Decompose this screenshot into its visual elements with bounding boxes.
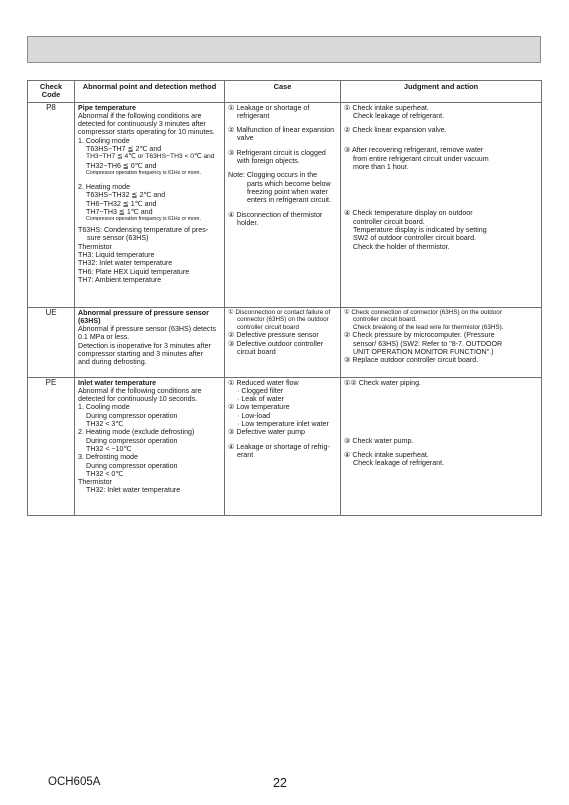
abnormal-title: (63HS) xyxy=(78,316,101,325)
text-line: · Low-load xyxy=(237,411,271,420)
abnormal-title: Abnormal pressure of pressure sensor xyxy=(78,308,209,317)
text-line: ④ Check intake superheat. xyxy=(344,451,429,460)
text-line: · Clogged filter xyxy=(237,386,284,395)
text-line: detected for continuously 3 minutes after xyxy=(78,120,206,129)
text-line: refrigerant xyxy=(237,111,270,120)
text-line: ② Low temperature xyxy=(228,403,290,412)
judgment-p8 xyxy=(341,102,542,307)
abnormal-ue xyxy=(75,307,225,377)
text-line: Detection is inoperative for 3 minutes after xyxy=(78,341,211,350)
text-line: compressor starting and 3 minutes after xyxy=(78,350,203,359)
header-banner xyxy=(27,36,541,63)
page-number: 22 xyxy=(273,776,287,790)
text-line: ① Check intake superheat. xyxy=(344,103,429,112)
text-line: Abnormal if the following conditions are xyxy=(78,111,202,120)
text-line: connector (63HS) on the outdoor xyxy=(237,316,329,324)
header-case: Case xyxy=(225,81,341,103)
text-line: ② Defective pressure sensor xyxy=(228,331,319,340)
text-line: TH32: Inlet water temperature xyxy=(78,259,173,268)
table-row-p8 xyxy=(28,102,542,307)
text-line: 0.1 MPa or less. xyxy=(78,333,130,342)
text-line: circuit board xyxy=(237,347,276,356)
text-line: ② Check pressure by microcomputer. (Pressure xyxy=(344,331,495,340)
text-line: ③ Refrigerant circuit is clogged xyxy=(228,148,326,157)
case-ue xyxy=(225,307,341,377)
text-line: ④ Check temperature display on outdoor xyxy=(344,209,473,218)
text-line: TH6: Plate HEX Liquid temperature xyxy=(78,267,190,276)
text-line: enters in refrigerant circuit. xyxy=(247,196,331,205)
text-line: Check the holder of thermistor. xyxy=(353,242,450,251)
abnormal-p8 xyxy=(75,102,225,307)
text-line: TH32: Inlet water temperature xyxy=(86,486,181,495)
text-line: TH32 < 0℃ xyxy=(86,469,124,478)
text-line: ③ Replace outdoor controller circuit board. xyxy=(344,356,479,365)
text-line: erant xyxy=(237,450,254,459)
text-line: During compressor operation xyxy=(86,411,178,420)
text-line: 3. Defrosting mode xyxy=(78,453,138,462)
text-line: ④ Leakage or shortage of refrig- xyxy=(228,442,330,451)
text-line: from entire refrigerant circuit under vacuum xyxy=(353,154,489,163)
text-line: T63HS: Condensing temperature of pres- xyxy=(78,226,209,235)
text-line: Thermistor xyxy=(78,242,112,251)
text-line: · Leak of water xyxy=(237,395,284,404)
table-header-row xyxy=(28,81,542,103)
case-pe xyxy=(225,377,341,515)
text-line: During compressor operation xyxy=(86,436,178,445)
text-line: parts which become below xyxy=(247,179,331,188)
check-code-ue: UE xyxy=(28,307,75,377)
text-line: Compressor operation frequency is 61Hz or more. xyxy=(86,216,201,223)
text-line: TH32 < −10℃ xyxy=(86,444,132,453)
text-line: Thermistor xyxy=(78,478,112,487)
text-line: ①② Check water piping. xyxy=(344,378,421,387)
abnormal-title: Pipe temperature xyxy=(78,103,136,112)
text-line: T63HS−TH7 ≦ 2℃ and xyxy=(86,145,162,154)
text-line: more than 1 hour. xyxy=(353,163,409,172)
text-line: compressor starts operating for 10 minutes. xyxy=(78,128,215,137)
text-line: ③ After recovering refrigerant, remove water xyxy=(344,146,484,155)
text-line: ② Malfunction of linear expansion xyxy=(228,126,335,135)
text-line: T63HS−TH32 ≦ 2℃ and xyxy=(86,191,166,200)
text-line: Temperature display is indicated by setting xyxy=(353,225,487,234)
table-row-pe xyxy=(28,377,542,515)
text-line: controller circuit board. xyxy=(353,217,425,226)
abnormal-title: Inlet water temperature xyxy=(78,378,157,387)
text-line: · Low temperature inlet water xyxy=(237,420,329,429)
text-line: and during defrosting. xyxy=(78,358,147,367)
text-line: ③ Check water pump. xyxy=(344,436,414,445)
check-code-pe: PE xyxy=(28,377,75,515)
text-line: Check leakage of refrigerant. xyxy=(353,111,445,120)
text-line: valve xyxy=(237,134,254,143)
text-line: controller circuit board. xyxy=(353,316,417,324)
abnormal-pe xyxy=(75,377,225,515)
table-row-ue xyxy=(28,307,542,377)
text-line: TH7: Ambient temperature xyxy=(78,275,162,284)
troubleshooting-table xyxy=(27,80,542,516)
text-line: TH6−TH32 ≦ 1℃ and xyxy=(86,199,157,208)
text-line: ④ Disconnection of thermistor xyxy=(228,210,323,219)
text-line: ③ Defective water pump xyxy=(228,428,305,437)
text-line: Abnormal if the following conditions are xyxy=(78,386,202,395)
judgment-ue xyxy=(341,307,542,377)
text-line: UNIT OPERATION MONITOR FUNCTION".) xyxy=(353,347,494,356)
text-line: TH3: Liquid temperature xyxy=(78,251,155,260)
check-code-p8: P8 xyxy=(28,102,75,307)
header-judgment: Judgment and action xyxy=(341,81,542,103)
text-line: ① Leakage or shortage of xyxy=(228,103,310,112)
text-line: TH32−TH6 ≦ 0℃ and xyxy=(86,161,157,170)
text-line: 1. Cooling mode xyxy=(78,136,130,145)
text-line: 2. Heating mode (exclude defrosting) xyxy=(78,428,195,437)
text-line: ① Check connection of connector (63HS) on the outdoor xyxy=(344,308,502,316)
text-line: detected for continuously 10 seconds. xyxy=(78,395,198,404)
header-abnormal-point: Abnormal point and detection method xyxy=(75,81,225,103)
text-line: ① Reduced water flow xyxy=(228,378,299,387)
text-line: sensor/ 63HS) (SW2: Refer to "8-7. OUTDOOR xyxy=(353,339,503,348)
text-line: Note: Clogging occurs in the xyxy=(228,171,318,180)
text-line: TH7−TH3 ≦ 1℃ and xyxy=(86,207,153,216)
text-line: Check leakage of refrigerant. xyxy=(353,459,445,468)
text-line: During compressor operation xyxy=(86,461,178,470)
model-number: OCH605A xyxy=(48,776,101,788)
text-line: Abnormal if pressure sensor (63HS) detects xyxy=(78,325,216,334)
judgment-pe xyxy=(341,377,542,515)
text-line: 1. Cooling mode xyxy=(78,403,130,412)
text-line: freezing point when water xyxy=(247,187,328,196)
case-p8 xyxy=(225,102,341,307)
text-line: SW2 of outdoor controller circuit board. xyxy=(353,234,477,243)
text-line: TH3−TH7 ≦ 4℃ or T63HS−TH3 < 0℃ and xyxy=(86,153,215,161)
text-line: sure sensor (63HS) xyxy=(87,234,149,243)
text-line: controller circuit board xyxy=(237,323,299,331)
text-line: TH32 < 3℃ xyxy=(86,420,124,429)
text-line: Compressor operation frequency is 61Hz or more. xyxy=(86,169,201,176)
text-line: holder. xyxy=(237,218,259,227)
text-line: 2. Heating mode xyxy=(78,182,131,191)
text-line: Check breaking of the lead wire for thermistor (63HS). xyxy=(353,323,504,331)
text-line: ② Check linear expansion valve. xyxy=(344,126,447,135)
text-line: with foreign objects. xyxy=(237,157,300,166)
text-line: ③ Defective outdoor controller xyxy=(228,339,324,348)
text-line: ① Disconnection or contact failure of xyxy=(228,308,331,316)
header-check-code: Check Code xyxy=(28,81,75,103)
